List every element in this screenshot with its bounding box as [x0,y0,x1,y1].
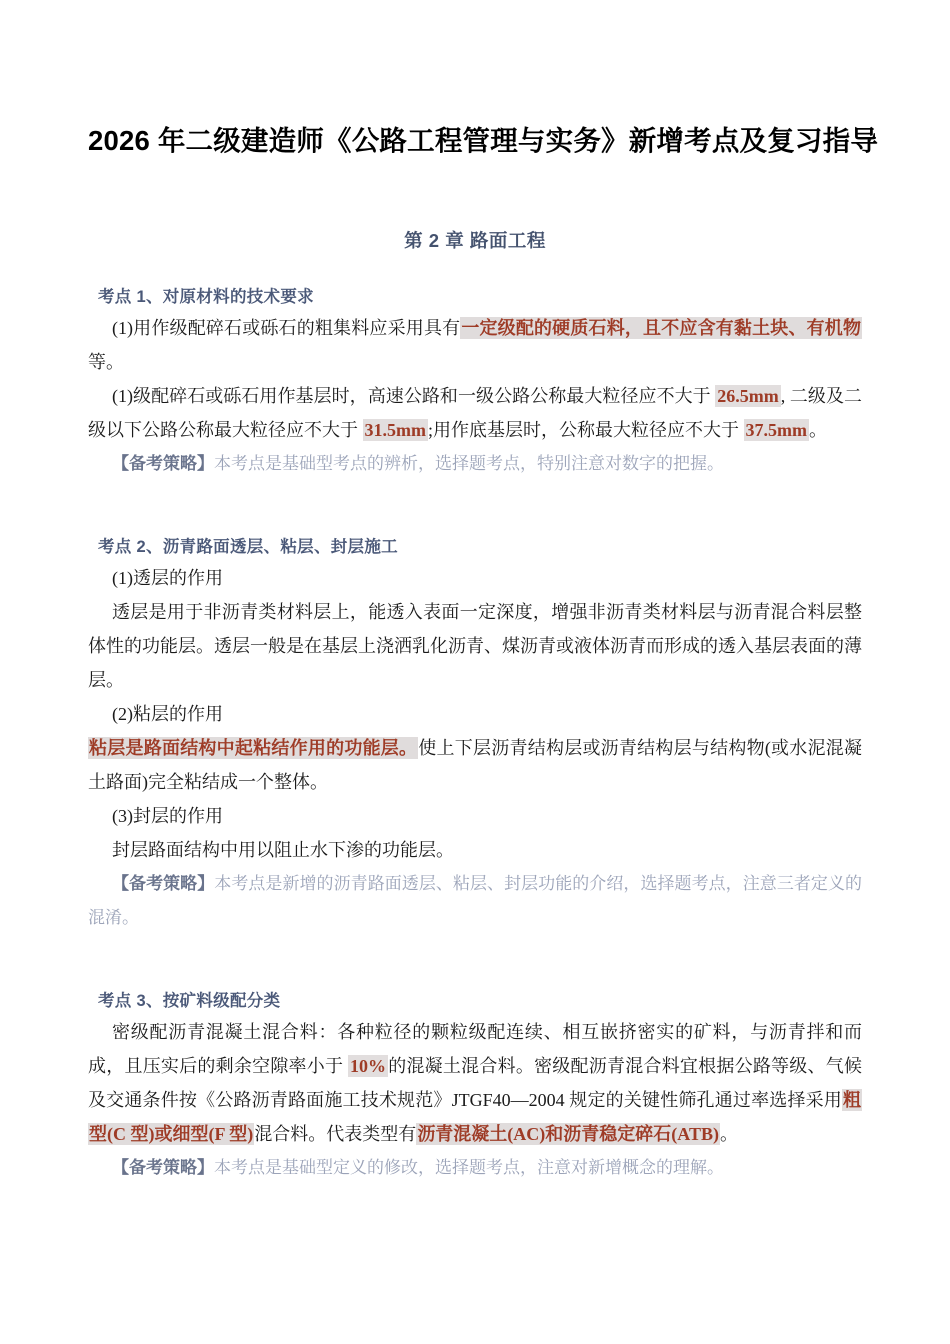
kaodian-1-heading: 考点 1、对原材料的技术要求 [98,287,314,306]
kaodian-2-strategy [88,867,862,935]
highlighted-key-phrase: 粗型(C 型)或细型(F 型) [89,1089,861,1144]
section-kaodian-1 [88,253,862,481]
highlighted-value: 31.5mm [364,419,426,440]
kaodian-2-paragraph-4: 粘层是路面结构中起粘结作用的功能层。使上下层沥青结构层或沥青结构层与结构物(或水泥混凝土路面)完全粘结成一个整体。 [88,737,863,792]
kaodian-2-paragraph-6: 封层路面结构中用以阻止水下渗的功能层。 [112,839,454,860]
kaodian-1-paragraph-2: (1)级配碎石或砾石用作基层时，高速公路和一级公路公称最大粒径应不大于 26.5mm , 二级及二级以下公路公称最大粒径应不大于 31.5mm ;用作底基层时，公称最大粒径应不大于 37.5mm 。 [88,385,862,440]
kaodian-3-heading: 考点 3、按矿料级配分类 [98,991,281,1010]
kaodian-2-heading: 考点 2、沥青路面透层、粘层、封层施工 [98,537,398,556]
chapter-heading: 第 2 章 路面工程 [404,229,546,251]
highlighted-value: 26.5mm [717,385,779,406]
strategy-label: 【备考策略】 [112,453,214,473]
kaodian-3-strategy [88,1151,862,1185]
kaodian-2-paragraph-1: (1)透层的作用 [112,567,223,588]
section-kaodian-3 [88,935,862,1185]
highlighted-key-phrase: 粘层是路面结构中起粘结作用的功能层。 [89,737,418,758]
highlighted-value: 10% [349,1055,386,1076]
page-title: 2026 年二级建造师《公路工程管理与实务》新增考点及复习指导 [88,125,879,156]
kaodian-1-paragraph-1: (1)用作级配碎石或砾石的粗集料应采用具有一定级配的硬质石料，且不应含有黏土块、有机物等。 [88,317,861,372]
kaodian-1-strategy [88,447,862,481]
kaodian-2-paragraph-5: (3)封层的作用 [112,805,223,826]
kaodian-3-paragraph-1: 密级配沥青混凝土混合料：各种粒径的颗粒级配连续、相互嵌挤密实的矿料，与沥青拌和而成，且压实后的剩余空隙率小于 10% 的混凝土混合料。密级配沥青混合料宜根据公路等级、气候及交通条件按《公路沥青路面施工技术规范》JTGF40—2004 规定的关键性筛孔通过率选择采用粗型(C 型)或细型(F 型)混合料。代表类型有沥青混凝土(AC)和沥青稳定碎石(ATB)。 [88,1021,863,1144]
kaodian-2-paragraph-2: 透层是用于非沥青类材料层上，能透入表面一定深度，增强非沥青类材料层与沥青混合料层整体性的功能层。透层一般是在基层上浇洒乳化沥青、煤沥青或液体沥青而形成的透入基层表面的薄层。 [88,601,862,690]
section-kaodian-2 [88,481,862,935]
kaodian-2-paragraph-3: (2)粘层的作用 [112,703,223,724]
strategy-text: 本考点是基础型考点的辨析，选择题考点，特别注意对数字的把握。 [214,453,724,473]
strategy-label: 【备考策略】 [112,1157,214,1177]
strategy-label: 【备考策略】 [112,873,215,893]
strategy-text: 本考点是基础型定义的修改，选择题考点，注意对新增概念的理解。 [214,1157,724,1177]
strategy-text: 本考点是新增的沥青路面透层、粘层、封层功能的介绍，选择题考点，注意三者定义的混淆。 [88,873,863,927]
highlighted-key-phrase: 一定级配的硬质石料，且不应含有黏土块、有机物 [461,317,861,338]
highlighted-key-phrase: 沥青混凝土(AC)和沥青稳定碎石(ATB) [417,1123,719,1144]
highlighted-value: 37.5mm [745,419,807,440]
